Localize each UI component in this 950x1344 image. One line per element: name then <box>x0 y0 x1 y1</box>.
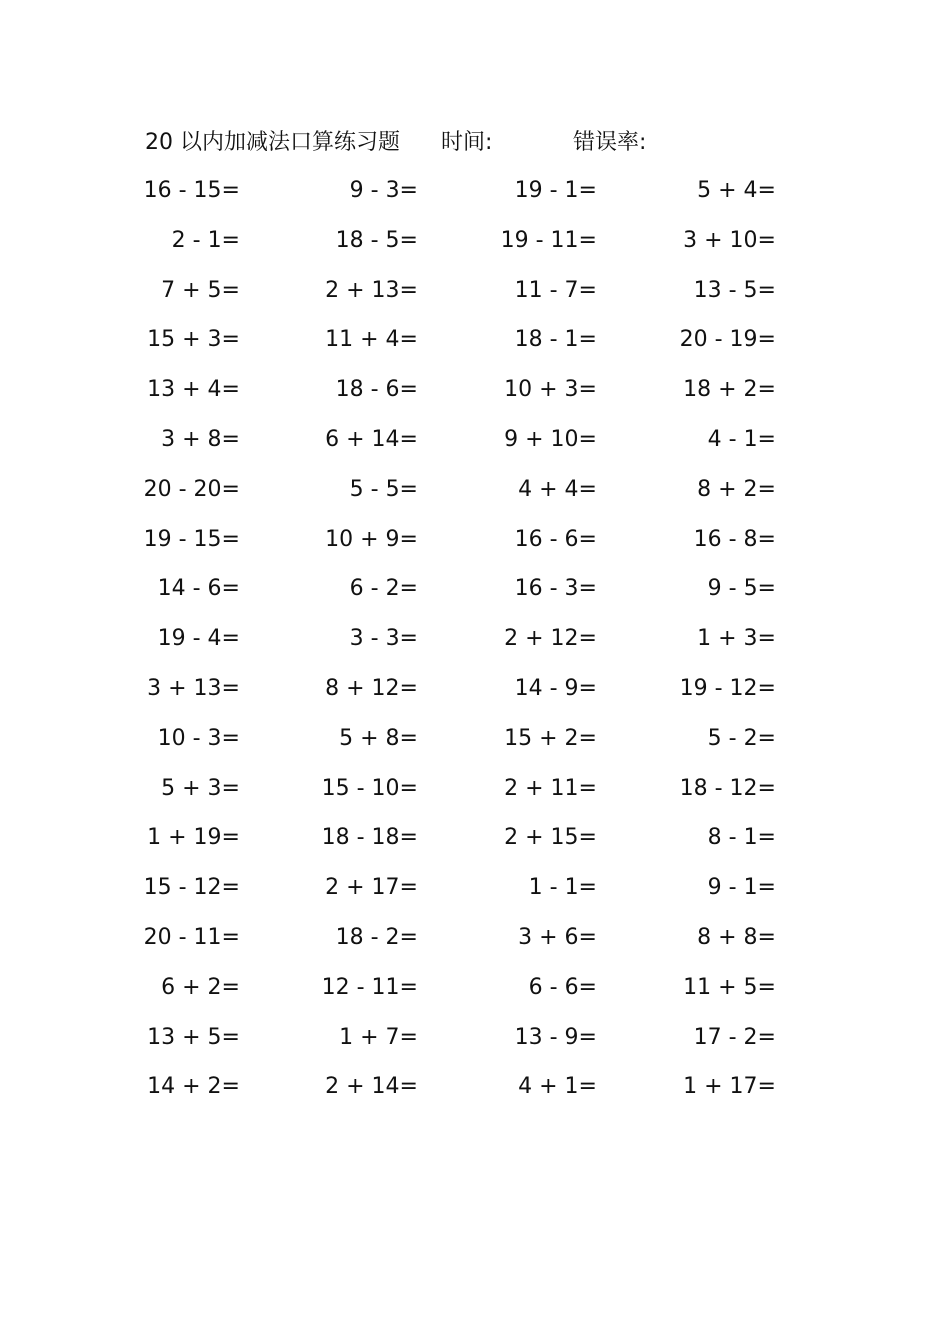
arithmetic-problem: 12 - 11= <box>321 974 418 1000</box>
arithmetic-problem: 18 + 2= <box>683 377 776 403</box>
arithmetic-problem: 15 + 2= <box>504 725 597 751</box>
arithmetic-problem: 5 + 4= <box>697 178 776 203</box>
arithmetic-problem: 5 + 8= <box>339 725 418 751</box>
problem-row <box>0 622 950 672</box>
arithmetic-problem: 18 - 12= <box>679 775 776 801</box>
problem-row <box>0 921 950 971</box>
arithmetic-problem: 3 + 6= <box>518 924 597 950</box>
arithmetic-problem: 16 - 15= <box>143 178 240 203</box>
problem-row <box>0 672 950 722</box>
arithmetic-problem: 3 + 13= <box>147 675 240 701</box>
arithmetic-problem: 13 - 5= <box>693 277 776 303</box>
arithmetic-problem: 8 + 2= <box>697 476 776 502</box>
problem-row <box>0 323 950 373</box>
problem-row <box>0 373 950 423</box>
arithmetic-problem: 11 + 5= <box>683 974 776 1000</box>
arithmetic-problem: 5 + 3= <box>161 775 240 801</box>
arithmetic-problem: 2 + 14= <box>325 1074 418 1100</box>
arithmetic-problem: 2 + 11= <box>504 775 597 801</box>
arithmetic-problem: 7 + 5= <box>161 277 240 303</box>
problem-row <box>0 423 950 473</box>
arithmetic-problem: 19 - 1= <box>514 178 597 203</box>
arithmetic-problem: 4 - 1= <box>707 426 776 452</box>
arithmetic-problem: 2 + 15= <box>504 825 597 851</box>
arithmetic-problem: 18 - 2= <box>335 924 418 950</box>
problem-row <box>0 971 950 1021</box>
arithmetic-problem: 11 - 7= <box>514 277 597 303</box>
arithmetic-problem: 15 - 10= <box>321 775 418 801</box>
arithmetic-problem: 6 + 2= <box>161 974 240 1000</box>
arithmetic-problem: 19 - 4= <box>157 626 240 652</box>
arithmetic-problem: 13 + 4= <box>147 377 240 403</box>
problem-row <box>0 722 950 772</box>
problem-row <box>0 1070 950 1120</box>
problem-row <box>0 871 950 921</box>
problem-row <box>0 274 950 324</box>
arithmetic-problem: 20 - 20= <box>143 476 240 502</box>
arithmetic-problem: 6 - 6= <box>528 974 597 1000</box>
arithmetic-problem: 18 - 6= <box>335 377 418 403</box>
arithmetic-problem: 8 + 8= <box>697 924 776 950</box>
arithmetic-problem: 8 + 12= <box>325 675 418 701</box>
problem-row <box>0 821 950 871</box>
arithmetic-problem: 11 + 4= <box>325 327 418 353</box>
arithmetic-problem: 18 - 1= <box>514 327 597 353</box>
arithmetic-problem: 16 - 8= <box>693 526 776 552</box>
arithmetic-problem: 3 - 3= <box>349 626 418 652</box>
arithmetic-problem: 18 - 5= <box>335 227 418 253</box>
problem-row <box>0 772 950 822</box>
arithmetic-problem: 8 - 1= <box>707 825 776 851</box>
arithmetic-problem: 15 + 3= <box>147 327 240 353</box>
arithmetic-problem: 17 - 2= <box>693 1024 776 1050</box>
arithmetic-problem: 1 - 1= <box>528 875 597 901</box>
arithmetic-problem: 1 + 19= <box>147 825 240 851</box>
arithmetic-problem: 2 - 1= <box>171 227 240 253</box>
arithmetic-problem: 9 + 10= <box>504 426 597 452</box>
arithmetic-problem: 3 + 10= <box>683 227 776 253</box>
error-rate-label: 错误率: <box>573 130 647 155</box>
arithmetic-problem: 19 - 12= <box>679 675 776 701</box>
arithmetic-problem: 4 + 4= <box>518 476 597 502</box>
problem-row <box>0 473 950 523</box>
arithmetic-problem: 16 - 6= <box>514 526 597 552</box>
time-label: 时间: <box>441 130 493 155</box>
arithmetic-problem: 6 - 2= <box>349 576 418 602</box>
arithmetic-problem: 20 - 19= <box>679 327 776 353</box>
arithmetic-problem: 1 + 17= <box>683 1074 776 1100</box>
arithmetic-problem: 16 - 3= <box>514 576 597 602</box>
arithmetic-problem: 9 - 5= <box>707 576 776 602</box>
worksheet-title: 20 以内加减法口算练习题 <box>145 130 400 155</box>
problem-row <box>0 174 950 224</box>
arithmetic-problem: 9 - 3= <box>349 178 418 203</box>
arithmetic-problem: 18 - 18= <box>321 825 418 851</box>
arithmetic-problem: 2 + 17= <box>325 875 418 901</box>
arithmetic-problem: 1 + 3= <box>697 626 776 652</box>
arithmetic-problem: 10 + 3= <box>504 377 597 403</box>
arithmetic-problem: 10 - 3= <box>157 725 240 751</box>
arithmetic-problem: 2 + 13= <box>325 277 418 303</box>
problem-grid <box>0 174 950 1120</box>
arithmetic-problem: 14 - 9= <box>514 675 597 701</box>
arithmetic-problem: 1 + 7= <box>339 1024 418 1050</box>
problem-row <box>0 523 950 573</box>
arithmetic-problem: 14 - 6= <box>157 576 240 602</box>
arithmetic-problem: 20 - 11= <box>143 924 240 950</box>
arithmetic-problem: 5 - 5= <box>349 476 418 502</box>
problem-row <box>0 224 950 274</box>
arithmetic-problem: 19 - 15= <box>143 526 240 552</box>
arithmetic-problem: 15 - 12= <box>143 875 240 901</box>
arithmetic-problem: 6 + 14= <box>325 426 418 452</box>
problem-row <box>0 1021 950 1071</box>
arithmetic-problem: 19 - 11= <box>500 227 597 253</box>
arithmetic-problem: 2 + 12= <box>504 626 597 652</box>
arithmetic-problem: 13 - 9= <box>514 1024 597 1050</box>
problem-row <box>0 572 950 622</box>
arithmetic-problem: 13 + 5= <box>147 1024 240 1050</box>
arithmetic-problem: 9 - 1= <box>707 875 776 901</box>
arithmetic-problem: 3 + 8= <box>161 426 240 452</box>
arithmetic-problem: 14 + 2= <box>147 1074 240 1100</box>
arithmetic-problem: 5 - 2= <box>707 725 776 751</box>
arithmetic-problem: 4 + 1= <box>518 1074 597 1100</box>
arithmetic-problem: 10 + 9= <box>325 526 418 552</box>
